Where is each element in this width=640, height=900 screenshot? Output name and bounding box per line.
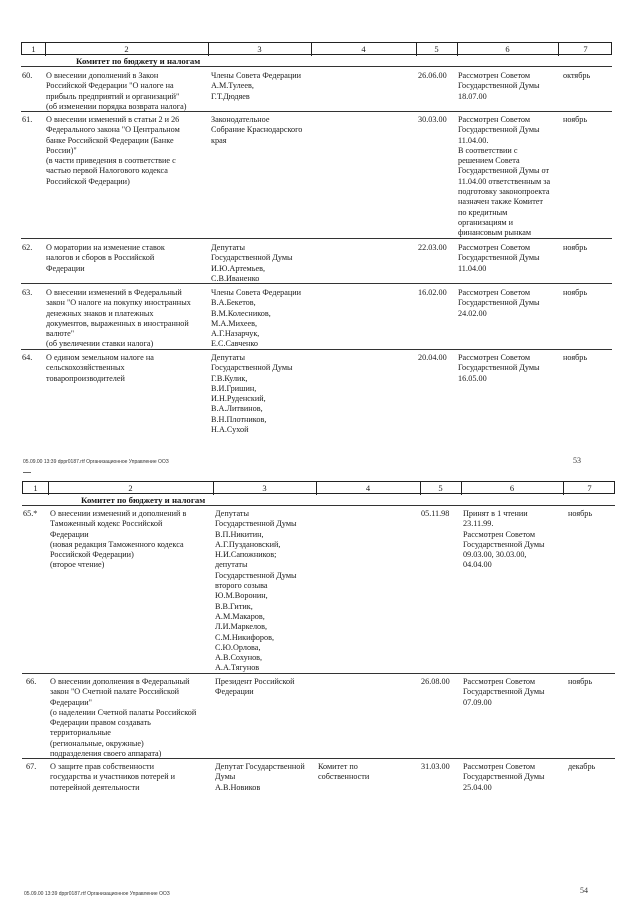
initiator: Президент Российской Федерации: [215, 677, 295, 697]
column-number: 7: [583, 44, 588, 54]
date: 31.03.00: [421, 762, 450, 771]
month: октябрь: [563, 71, 591, 80]
bill-title: О внесении изменений и дополнений в Таможенный кодекс Российской Федерации (новая редакция Таможенного кодекса Российской Федерации) (второе чтение): [50, 509, 187, 570]
row-number: 63.: [22, 288, 33, 297]
bill-title: О моратории на изменение ставок налогов и сборов в Российской Федерации: [46, 243, 165, 273]
column-number: 6: [509, 483, 515, 493]
status: Рассмотрен Советом Государственной Думы 24.02.00: [458, 288, 540, 318]
row-number: 64.: [22, 353, 33, 362]
date: 22.03.00: [418, 243, 447, 252]
column-number: 3: [257, 44, 262, 54]
column-number: 4: [361, 44, 366, 54]
initiator: Депутаты Государственной Думы В.П.Никитин, А.Г.Пуздановский, Н.И.Сапожников; депутаты Государственной Думы второго созыва Ю.М.Воронин, В.В.Гитик, А.М.Макаров, Л.И.Маркелов, С.М.Никифоров, С.Ю.Орлова, А.В.Сохунов, А.А.Тягунов: [215, 509, 297, 673]
section-title: Комитет по бюджету и налогам: [81, 495, 206, 505]
bill-title: О внесении дополнения в Федеральный закон "О Счетной палате Российской Федерации" (о наделении Счетной палаты Российской Федерации правом создавать территориальные (региональные, окружные) подразделения своего аппарата): [50, 677, 197, 759]
month: ноябрь: [563, 288, 588, 297]
row-number: 66.: [26, 677, 37, 686]
month: ноябрь: [563, 115, 588, 124]
bill-title: О внесении изменений в статьи 2 и 26 Федерального закона "О Центральном банке Российской Федерации (Банке России)" (в части приведения в соответствие с частью первой Налогового кодекса Российской Федерации): [46, 115, 180, 186]
status: Рассмотрен Советом Государственной Думы 16.05.00: [458, 353, 540, 383]
month: ноябрь: [563, 353, 588, 362]
date: 30.03.00: [418, 115, 447, 124]
date: 16.02.00: [418, 288, 447, 297]
month: декабрь: [568, 762, 596, 771]
initiator: Депутат Государственной Думы А.В.Новиков: [215, 762, 305, 792]
column-number: 2: [124, 44, 129, 54]
column-number: 5: [434, 44, 439, 54]
month: ноябрь: [563, 243, 588, 252]
column-number: 6: [505, 44, 510, 54]
page-number: 54: [580, 886, 588, 895]
column-number: 1: [33, 483, 38, 493]
status: Рассмотрен Советом Государственной Думы 11.04.00. В соответствии с решением Совета Государственной Думы от 11.04.00 ответственным за подготовку законопроекта назначен также Комитет по кредитным организациям и финансовым рынкам: [458, 115, 551, 238]
row-number: 60.: [22, 71, 33, 80]
column-number: 3: [262, 483, 267, 493]
column-number: 2: [128, 483, 133, 493]
column-number: 1: [31, 44, 36, 54]
initiator: Члены Совета Федерации В.А.Бекетов, В.М.Колесников, М.А.Михеев, А.Г.Назарчук, Е.С.Савченко: [211, 288, 302, 349]
page-footer: 05.09.00 13:39 dppr0187.rtf Организационное Управление ООЗ: [24, 891, 170, 897]
column-number: 7: [587, 483, 592, 493]
column-number: 4: [365, 483, 371, 493]
status: Рассмотрен Советом Государственной Думы 25.04.00: [463, 762, 545, 792]
status: Принят в 1 чтении 23.11.99. Рассмотрен Советом Государственной Думы 09.03.00, 30.03.00, 04.04.00: [463, 509, 545, 570]
initiator: Депутаты Государственной Думы Г.В.Кулик, В.И.Гришин, И.Н.Руденский, В.А.Литвинов, В.Н.Плотников, Н.А.Сухой: [211, 353, 293, 435]
status: Рассмотрен Советом Государственной Думы 07.09.00: [463, 677, 545, 707]
bill-title: О внесении изменений в Федеральный закон "О налоге на покупку иностранных денежных знаков и платежных документов, выраженных в иностранной валюте" (об увеличении ставки налога): [46, 288, 191, 349]
date: 26.06.00: [418, 71, 447, 80]
date: 20.04.00: [418, 353, 447, 362]
status: Рассмотрен Советом Государственной Думы 11.04.00: [458, 243, 540, 273]
status: Рассмотрен Советом Государственной Думы 18.07.00: [458, 71, 540, 101]
section-divider: [22, 505, 615, 506]
date: 05.11.98: [421, 509, 450, 518]
bill-title: О едином земельном налоге на сельскохозяйственных товаропроизводителей: [46, 353, 154, 383]
column-number: 5: [438, 483, 443, 493]
month: ноябрь: [568, 677, 593, 686]
bill-title: О внесении дополнений в Закон Российской Федерации "О налоге на прибыль предприятий и организаций" (об изменении порядка возврата налога): [46, 71, 187, 111]
initiator: Депутаты Государственной Думы И.Ю.Артемьев, С.В.Иваненко: [211, 243, 293, 283]
row-number: 67.: [26, 762, 37, 771]
date: 26.08.00: [421, 677, 450, 686]
initiator: Члены Совета Федерации А.М.Тулеев, Г.Т.Дюдяев: [211, 71, 302, 101]
bill-title: О защите прав собственности государства и участников потерей и потерейной деятельности: [50, 762, 176, 792]
initiator: Законодательное Собрание Краснодарского края: [211, 115, 303, 145]
month: ноябрь: [568, 509, 593, 518]
column-header-row: [22, 481, 615, 494]
page-footer: 05.09.00 13:39 dppr0187.rtf Организационное Управление ООЗ: [23, 459, 169, 465]
row-number: 62.: [22, 243, 33, 252]
section-title: Комитет по бюджету и налогам: [76, 56, 201, 66]
row-number: 61.: [22, 115, 33, 124]
row-number: 65.*: [23, 509, 38, 518]
page-number: 53: [573, 456, 581, 465]
committee: Комитет по собственности: [318, 762, 370, 782]
